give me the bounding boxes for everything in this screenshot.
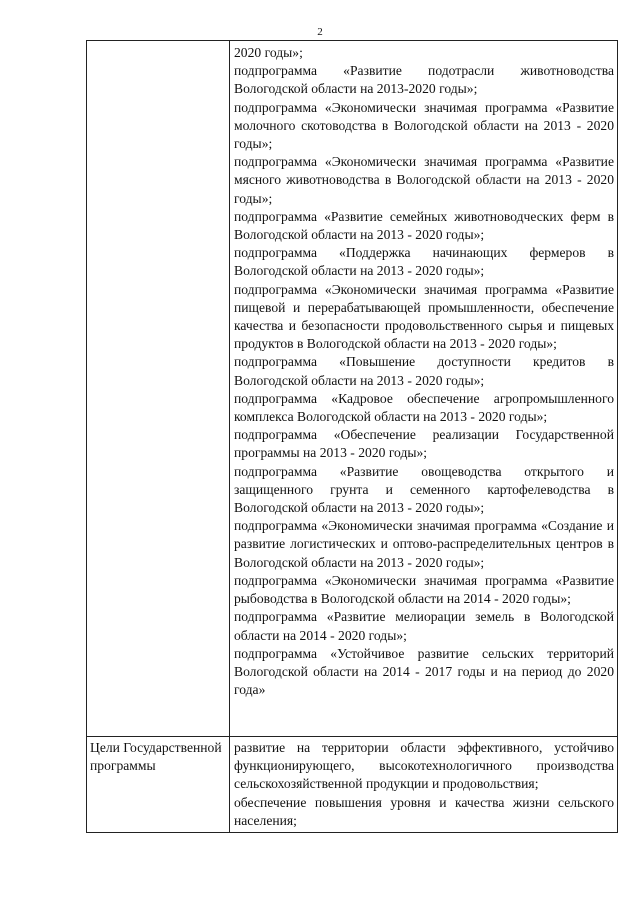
- table-label-cell: [87, 41, 230, 737]
- list-item: подпрограмма «Экономически значимая программа «Развитие мясного животноводства в Вологодской области на 2013 - 2020 годы»;: [234, 154, 614, 206]
- row-label-goals: Цели Государственной программы: [90, 740, 222, 774]
- table-row-subprograms: [87, 41, 618, 737]
- list-item: развитие на территории области эффективного, устойчиво функционирующего, высокотехнологичного производства сельскохозяйственной продукции и продовольствия;: [234, 740, 614, 792]
- list-item: подпрограмма «Развитие подотрасли животноводства Вологодской области на 2013-2020 годы»;: [234, 63, 614, 97]
- list-item: подпрограмма «Кадровое обеспечение агропромышленного комплекса Вологодской области на 2013 - 2020 годы»;: [234, 390, 614, 425]
- table-content-cell: [230, 41, 618, 737]
- list-item: подпрограмма «Устойчивое развитие сельских территорий Вологодской области на 2014 - 2017 годы и на период до 2020 года»: [234, 645, 614, 698]
- table-label-cell: [87, 737, 230, 833]
- list-item: подпрограмма «Развитие семейных животноводческих ферм в Вологодской области на 2013 - 2020 годы»;: [234, 208, 614, 243]
- list-item: подпрограмма «Развитие овощеводства открытого и защищенного грунта и семенного картофелеводства в Вологодской области на 2013 - 2020 годы»;: [234, 463, 614, 516]
- list-item: подпрограмма «Экономически значимая программа «Создание и развитие логистических и оптово-распределительных центров в Вологодской области на 2013 - 2020 годы»;: [234, 518, 614, 570]
- goals-list: [230, 737, 617, 832]
- page-number: 2: [317, 26, 323, 38]
- list-item: подпрограмма «Обеспечение реализации Государственной программы на 2013 - 2020 годы»;: [234, 427, 614, 461]
- table-content-cell: [230, 737, 618, 833]
- list-item: подпрограмма «Экономически значимая программа «Развитие пищевой и перерабатывающей промышленности, обеспечение качества и безопасности продовольственного сырья и пищевых продуктов в Вологодской области на 2013 - 2020 годы»;: [234, 281, 614, 352]
- list-item: 2020 годы»;: [234, 45, 303, 60]
- subprogram-list: [230, 41, 617, 701]
- list-item: подпрограмма «Экономически значимая программа «Развитие рыбоводства в Вологодской области на 2014 - 2020 годы»;: [234, 572, 614, 607]
- row-label: [87, 41, 229, 43]
- program-passport-table: [86, 40, 618, 833]
- list-item: обеспечение повышения уровня и качества жизни сельского населения;: [234, 794, 614, 828]
- list-item: подпрограмма «Развитие мелиорации земель в Вологодской области на 2014 - 2020 годы»;: [234, 609, 614, 643]
- list-item: подпрограмма «Повышение доступности кредитов в Вологодской области на 2013 - 2020 годы»;: [234, 354, 614, 388]
- list-item: подпрограмма «Поддержка начинающих фермеров в Вологодской области на 2013 - 2020 годы»;: [234, 245, 614, 279]
- table-row-goals: [87, 737, 618, 833]
- list-item: подпрограмма «Экономически значимая программа «Развитие молочного скотоводства в Вологодской области на 2013 - 2020 годы»;: [234, 99, 614, 152]
